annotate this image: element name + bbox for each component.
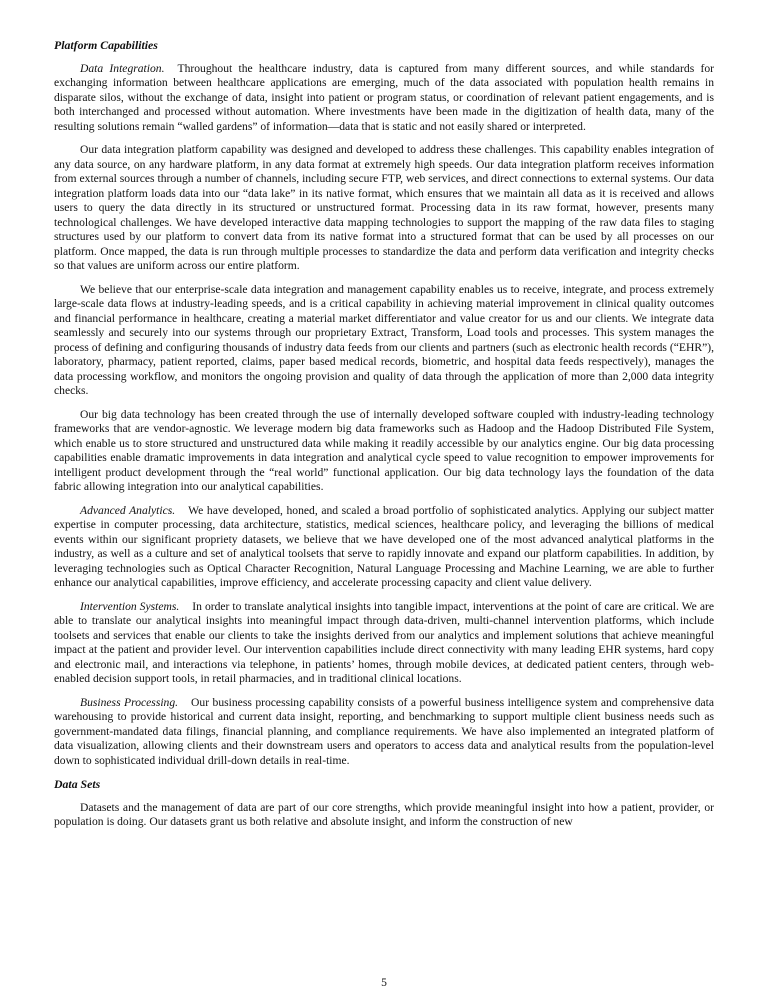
section-heading-platform-capabilities: Platform Capabilities [54, 38, 158, 52]
paragraph-text: In order to translate analytical insights into tangible impact, interventions at the point of care are critical. We are able to translate our analytical insights into meaningful impact through data-driven, multi-channel intervention platforms, which include toolsets and services that enable our clients to take the insights derived from our analytics and implement solutions that achieve meaningful impact at the patient and provider level. Our intervention capabilities include direct connectivity with many leading EHR systems, hard copy and electronic mail, and interactions via telephone, in patients’ homes, through mobile devices, at dedicated patient centers, through web-enabled decision support tools, in retail pharmacies, and in traditional clinical locations. [54, 599, 714, 685]
section-heading-data-sets: Data Sets [54, 777, 101, 791]
paragraph-lead: Advanced Analytics. [80, 503, 176, 517]
paragraph-text: We believe that our enterprise-scale data integration and management capability enables us to receive, integrate, and process extremely large-scale data flows at industry-leading speeds, and is a critical capability in achieving material improvement in clinical quality outcomes and financial performance in healthcare, creating a material market differentiator and value creator for us and our clients. We integrate data seamlessly and securely into our systems through our proprietary Extract, Transform, Load tools and processes. This system manages the process of defining and configuring thousands of industry data feeds from our clients and partners (such as electronic health records (“EHR”), laboratory, pharmacy, patient reported, claims, paper based medical records, biometric, and hospital data feeds respectively), manages the data processing workflow, and monitors the ongoing provision and quality of data through the application of more than 2,000 data integrity checks. [54, 282, 714, 397]
paragraph-lead: Data Integration. [80, 61, 165, 75]
paragraph-text: Our big data technology has been created through the use of internally developed software coupled with industry-leading technology frameworks that are vendor-agnostic. We leverage modern big data frameworks such as Hadoop and the Hadoop Distributed File System, which enable us to store structured and unstructured data while making it readily accessible by our analytics engine. Our big data processing capabilities enable dramatic improvements in data integration and analytical cycle speed to value recognition to empower improvements for intelligent product development through the “real world” functional application. Our big data technology lays the foundation of the data fabric allowing integration into our analytical capabilities. [54, 407, 714, 493]
paragraph-data-integration [54, 62, 714, 135]
paragraph-intervention-systems [54, 600, 714, 687]
paragraph-text: Our business processing capability consists of a powerful business intelligence system and comprehensive data warehousing to provide historical and current data insight, reporting, and benchmarking to support multiple client business needs such as government-mandated data filings, financial planning, and compliance requirements. We have also implemented an integrated platform of data visualization, allowing clients and their downstream users and operators to access data and analytical results from the population-level down to sophisticated individual drill-down details in real-time. [54, 695, 714, 767]
paragraph-lead: Intervention Systems. [80, 599, 180, 613]
paragraph-text: Our data integration platform capability was designed and developed to address these challenges. This capability enables integration of any data source, on any hardware platform, in any data format at extremely high speeds. Our data integration platform receives information from external sources through a number of channels, including secure FTP, web services, and direct connections to external systems. Our data integration platform loads data into our “data lake” in its native format, which ensures that we maintain all data as it is received and allows users to query the data directly in its structured or unstructured format. Processing data in its raw format, however, presents many technological challenges. We have developed interactive data mapping technologies to support the mapping of the raw data files to staging structures used by our platform to convert data from its native format into a structured format that can be used by all processes on our platform. Once mapped, the data is run through multiple processes to standardize the data and perform data verification and integrity checks so that values are uniform across our entire platform. [54, 143, 714, 272]
paragraph-enterprise-scale [54, 283, 714, 399]
paragraph-datasets [54, 801, 714, 830]
page-number: 5 [381, 975, 387, 989]
paragraph-integration-platform [54, 143, 714, 274]
paragraph-text: We have developed, honed, and scaled a broad portfolio of sophisticated analytics. Applying our subject matter expertise in computer processing, data architecture, statistics, medical sciences, healthcare policy, and leveraging the billions of medical events within our significant propriety datasets, we believe that we have developed one of the most advanced analytical platforms in the industry, as well as a culture and set of analytical toolsets that serve to rapidly innovate and expand our platform capabilities. In addition, by leveraging technologies such as Optical Character Recognition, Natural Language Processing and Machine Learning, we are able to further enhance our analytical capabilities, improve efficiency, and accelerate processing capacity and client value delivery. [54, 503, 715, 589]
paragraph-text: Throughout the healthcare industry, data is captured from many different sources, and while standards for exchanging information between healthcare applications are emerging, much of the data associated with population health remains in disparate silos, without the exchange of data, insight into patient or program status, or coordination of relevant patient engagements, and is both interchanged and processed without automation. Where investments have been made in the digitization of health data, many of the resulting solutions remain “walled gardens” of information—data that is static and not easily shared or interpreted. [54, 61, 714, 133]
paragraph-advanced-analytics [54, 504, 714, 591]
paragraph-business-processing [54, 696, 714, 769]
paragraph-text: Datasets and the management of data are part of our core strengths, which provide meaningful insight into how a patient, provider, or population is doing. Our datasets grant us both relative and absolute insight, and inform the construction of new [54, 800, 714, 828]
paragraph-lead: Business Processing. [80, 695, 179, 709]
paragraph-big-data [54, 408, 714, 495]
